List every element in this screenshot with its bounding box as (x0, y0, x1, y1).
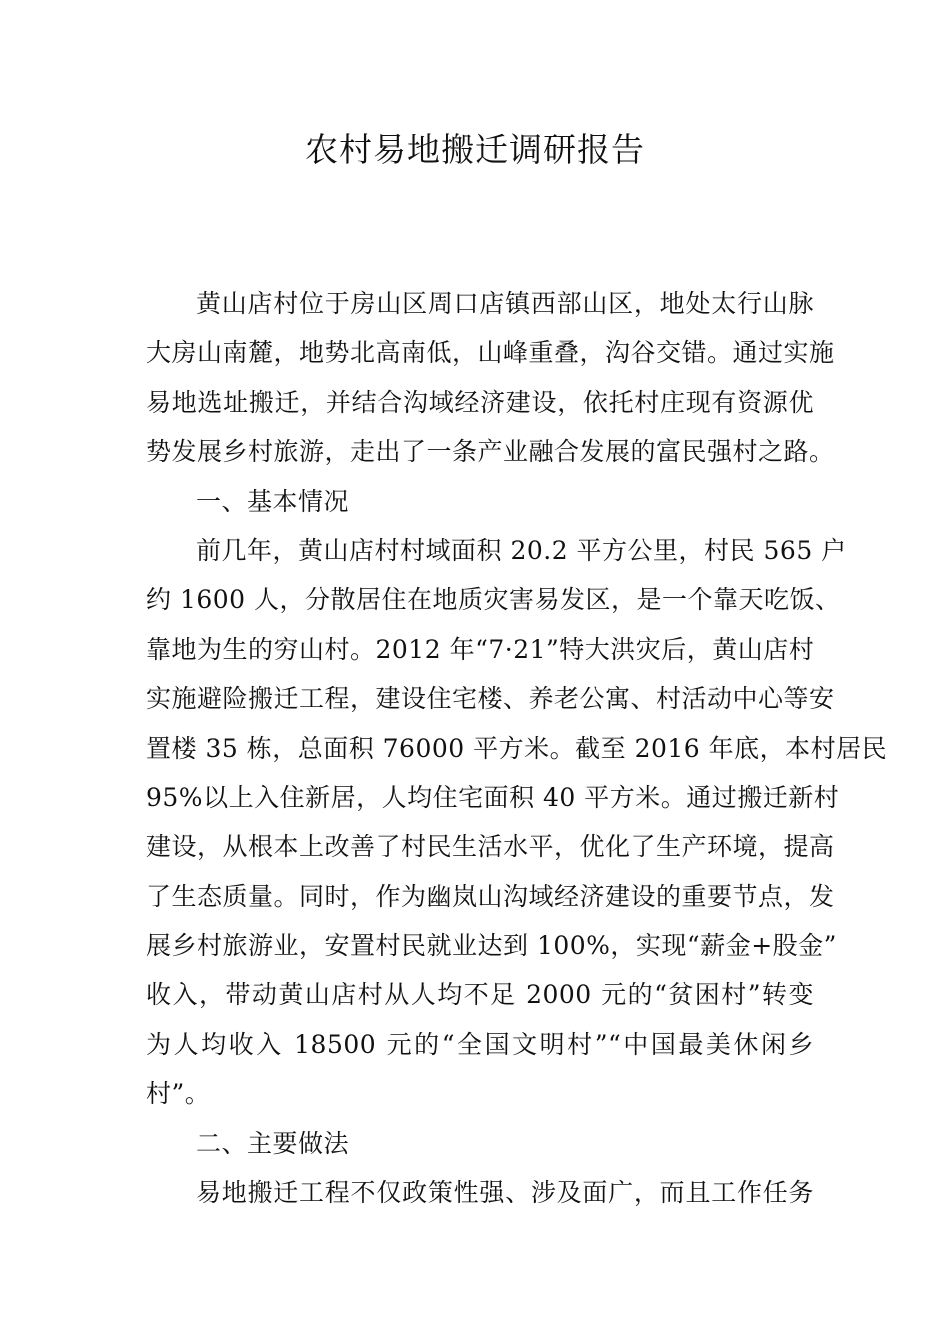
body-line: 约 1600 人，分散居住在地质灾害易发区，是一个靠天吃饭、 (146, 585, 841, 615)
body-line: 95%以上入住新居，人均住宅面积 40 平方米。通过搬迁新村 (146, 782, 840, 812)
body-line: 大房山南麓，地势北高南低，山峰重叠，沟谷交错。通过实施 (146, 338, 835, 368)
body-line: 势发展乡村旅游，走出了一条产业融合发展的富民强村之路。 (146, 437, 835, 467)
body-line: 为人均收入 18500 元的“全国文明村”“中国最美休闲乡 (146, 1029, 814, 1059)
body-line: 易地搬迁工程不仅政策性强、涉及面广，而且工作任务 (196, 1178, 814, 1208)
body-line: 置楼 35 栋，总面积 76000 平方米。截至 2016 年底，本村居民 (146, 733, 888, 763)
body-line: 收入，带动黄山店村从人均不足 2000 元的“贫困村”转变 (146, 980, 814, 1010)
body-line: 一、基本情况 (196, 486, 350, 516)
body-line: 展乡村旅游业，安置村民就业达到 100%，实现“薪金+股金” (146, 931, 837, 961)
body-line: 村”。 (146, 1079, 211, 1109)
body-line: 黄山店村位于房山区周口店镇西部山区，地处太行山脉 (196, 289, 814, 318)
body-line: 前几年，黄山店村村域面积 20.2 平方公里，村民 565 户 (196, 535, 847, 565)
body-line: 易地选址搬迁，并结合沟域经济建设，依托村庄现有资源优 (146, 387, 814, 417)
body-line: 靠地为生的穷山村。2012 年“7·21”特大洪灾后，黄山店村 (146, 634, 815, 664)
body-line: 建设，从根本上改善了村民生活水平，优化了生产环境，提高 (146, 832, 835, 862)
document-body (146, 279, 888, 1217)
document-title: 农村易地搬迁调研报告 (305, 130, 645, 169)
body-line: 二、主要做法 (196, 1128, 350, 1158)
body-line: 实施避险搬迁工程，建设住宅楼、养老公寓、村活动中心等安 (146, 684, 835, 714)
body-line: 了生态质量。同时，作为幽岚山沟域经济建设的重要节点，发 (146, 881, 835, 911)
